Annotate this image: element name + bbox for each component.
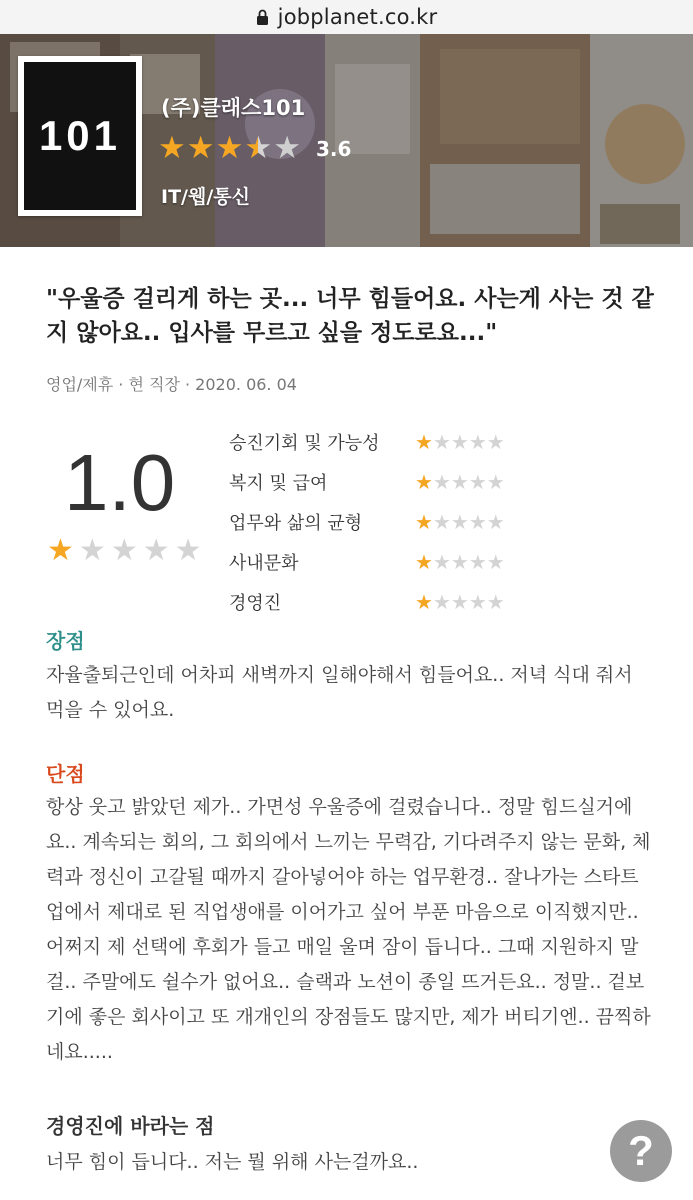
overall-score: 1.0 xyxy=(64,438,176,527)
star-empty-icon: ★ xyxy=(468,430,487,454)
star-icon: ★ xyxy=(158,130,186,166)
star-icon: ★ xyxy=(415,590,433,614)
star-empty-icon: ★ xyxy=(142,533,170,568)
category-rating-row xyxy=(229,422,549,462)
star-empty-icon: ★ xyxy=(486,470,505,494)
star-empty-icon: ★ xyxy=(432,590,451,614)
star-empty-icon: ★ xyxy=(450,430,469,454)
star-empty-icon: ★ xyxy=(468,550,487,574)
star-empty-icon: ★ xyxy=(432,510,451,534)
company-name[interactable]: (주)클래스101 xyxy=(161,96,306,120)
lock-icon xyxy=(256,9,269,25)
star-icon: ★ xyxy=(215,130,244,166)
help-button[interactable]: ? xyxy=(610,1120,672,1182)
star-empty-icon: ★ xyxy=(486,550,505,574)
category-stars xyxy=(415,552,505,572)
pros-text: 자율출퇴근인데 어차피 새벽까지 일해야해서 힘들어요.. 저녁 식대 줘서 먹을 수 있어요. xyxy=(46,664,633,721)
review-meta: 영업/제휴 · 현 직장 · 2020. 06. 04 xyxy=(46,375,297,394)
star-icon: ★ xyxy=(415,510,433,534)
star-icon: ★ xyxy=(47,533,74,568)
star-empty-icon: ★ xyxy=(432,470,451,494)
cons-text: 항상 웃고 밝았던 제가.. 가면성 우울증에 걸렸습니다.. 정말 힘드실거에요.. 계속되는 회의, 그 회의에서 느끼는 무력감, 기다려주지 않는 문화, 체력과 정신이 고갈될 때까지 갈아넣어야 하는 업무환경.. 잘나가는 스타트업에서 제대로 된 직업생애를 이어가고 싶어 부푼 마음으로 이직했지만.. 어쩌지 제 선택에 후회가 들고 매일 울며 잠이 듭니다.. 그때 지원하지 말걸.. 주말에도 쉴수가 없어요.. 슬랙과 노션이 종일 뜨거든요.. 정말.. 겉보기에 좋은 회사이고 또 개개인의 장점들도 많지만, 제가 버티기엔.. 끔찍하네요..... xyxy=(46,796,651,1063)
advice-title: 경영진에 바라는 점 xyxy=(46,1114,215,1138)
company-logo[interactable] xyxy=(18,56,142,216)
company-logo-text: 101 xyxy=(24,62,136,210)
star-icon: ★ xyxy=(415,550,433,574)
star-empty-icon: ★ xyxy=(273,130,301,166)
star-icon: ★ xyxy=(415,470,433,494)
category-rating-row xyxy=(229,462,549,502)
star-empty-icon: ★ xyxy=(486,590,505,614)
star-empty-icon: ★ xyxy=(174,533,202,568)
company-rating-value: 3.6 xyxy=(315,136,352,161)
category-label: 경영진 xyxy=(229,593,282,614)
cons-title: 단점 xyxy=(46,762,85,786)
star-icon: ★ xyxy=(415,430,433,454)
category-rating-row xyxy=(229,582,549,622)
category-stars xyxy=(415,592,505,612)
company-rating-stars xyxy=(158,130,352,166)
advice-text: 너무 힘이 듭니다.. 저는 뭘 위해 사는걸까요.. xyxy=(46,1151,419,1173)
star-half-icon: ★ xyxy=(244,130,273,166)
category-label: 복지 및 급여 xyxy=(229,473,328,494)
category-label: 승진기회 및 가능성 xyxy=(229,433,380,454)
overall-stars xyxy=(47,533,207,568)
star-empty-icon: ★ xyxy=(450,470,469,494)
star-empty-icon: ★ xyxy=(450,590,469,614)
star-empty-icon: ★ xyxy=(110,533,138,568)
pros-title: 장점 xyxy=(46,629,85,653)
url-text: jobplanet.co.kr xyxy=(277,5,438,29)
category-stars xyxy=(415,512,505,532)
star-empty-icon: ★ xyxy=(450,510,469,534)
category-stars xyxy=(415,472,505,492)
star-empty-icon: ★ xyxy=(78,533,106,568)
star-empty-icon: ★ xyxy=(486,510,505,534)
url-bar[interactable] xyxy=(0,0,693,34)
category-label: 업무와 삶의 균형 xyxy=(229,513,363,534)
review-title: "우울증 걸리게 하는 곳... 너무 힘들어요. 사는게 사는 것 같지 않아요.. 입사를 무르고 싶을 정도로요..." xyxy=(46,286,654,346)
category-rating-row xyxy=(229,502,549,542)
category-stars xyxy=(415,432,505,452)
star-empty-icon: ★ xyxy=(468,590,487,614)
star-icon: ★ xyxy=(186,130,215,166)
star-empty-icon: ★ xyxy=(432,430,451,454)
company-industry: IT/웹/통신 xyxy=(161,186,250,208)
category-label: 사내문화 xyxy=(229,553,299,574)
star-empty-icon: ★ xyxy=(486,430,505,454)
star-empty-icon: ★ xyxy=(450,550,469,574)
category-ratings xyxy=(229,422,549,622)
star-empty-icon: ★ xyxy=(432,550,451,574)
star-empty-icon: ★ xyxy=(468,510,487,534)
category-rating-row xyxy=(229,542,549,582)
star-empty-icon: ★ xyxy=(468,470,487,494)
